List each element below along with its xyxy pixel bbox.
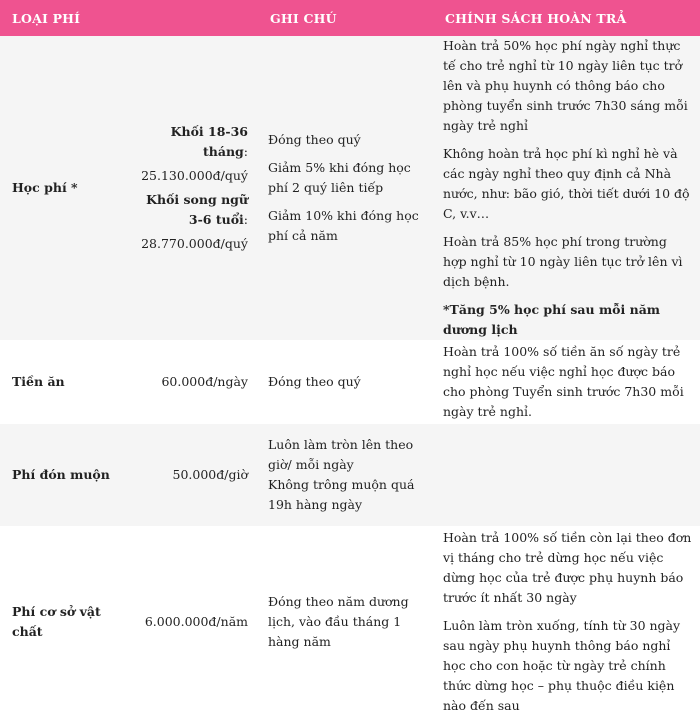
fee-note [258,341,433,423]
policy-line: Hoàn trả 85% học phí trong trường hợp nghỉ từ 10 ngày liên tục trở lên vì dịch bệnh. [443,234,683,289]
header-refund-policy: CHÍNH SÁCH HOÀN TRẢ [433,0,700,36]
table-header-row [0,0,700,36]
note-line: Đóng theo quý [268,374,361,389]
policy-line: *Tăng 5% học phí sau mỗi năm dương lịch [443,302,661,337]
grade-label: Khối 18-36 tháng [170,124,248,159]
grade-price: 28.770.000đ/quý [141,236,248,251]
note-line: Đóng theo năm dương lịch, vào đầu tháng 1 hàng năm [268,594,409,649]
fee-note [258,527,433,717]
fee-policy [433,36,700,341]
note-line: Đóng theo quý [268,132,361,147]
header-note: GHI CHÚ [258,0,433,36]
note-line: Không trông muộn quá 19h hàng ngày [268,477,415,512]
grade-label: Khối song ngữ 3-6 tuổi [146,192,248,227]
fee-amount: 50.000đ/giờ [127,423,258,527]
fee-note [258,423,433,527]
fee-policy [433,527,700,717]
note-line: Luôn làm tròn lên theo giờ/ mỗi ngày [268,437,414,472]
fee-amount: 60.000đ/ngày [161,374,248,389]
fee-name: Học phí * [0,36,127,341]
fee-note [258,36,433,341]
fee-amount: 6.000.000đ/năm [144,614,248,629]
fee-policy [433,341,700,423]
policy-line: Hoàn trả 100% số tiền còn lại theo đơn vị tháng cho trẻ dừng học nếu việc dừng học của trẻ được phụ huynh báo trước ít nhất 30 ngày [443,530,692,605]
note-line: Giảm 10% khi đóng học phí cả năm [268,208,419,243]
policy-line: Hoàn trả 50% học phí ngày nghỉ thực tế cho trẻ nghỉ từ 10 ngày liên tục trở lên và phụ huynh có thông báo cho phòng tuyển sinh trước 7h30 sáng mỗi ngày trẻ nghỉ [443,38,688,133]
fee-name: Tiền ăn [12,374,65,389]
policy-line: Luôn làm tròn xuống, tính từ 30 ngày sau ngày phụ huynh thông báo nghỉ học cho con hoặc từ ngày trẻ chính thức dừng học – phụ thuộc điều kiện nào đến sau [443,618,681,713]
header-fee-type: LOẠI PHÍ [0,0,127,36]
grade-colon: : [243,212,248,227]
fee-name: Phí đón muộn [0,423,127,527]
fee-policy [433,423,700,527]
policy-line: Không hoàn trả học phí kì nghỉ hè và các ngày nghỉ theo quy định cả Nhà nước, như: bão gió, thời tiết dưới 10 độ C, v.v… [443,146,690,221]
fee-amount [127,36,258,341]
header-amount [127,0,258,36]
table-row-tuition [0,36,700,341]
table-row-facilities [0,527,700,717]
table-row-meals [0,341,700,423]
policy-line: Hoàn trả 100% số tiền ăn số ngày trẻ nghỉ học nếu việc nghỉ học được báo cho phòng Tuyển sinh trước 7h30 mỗi ngày trẻ nghỉ. [443,344,684,419]
fee-name: Phí cơ sở vật chất [12,604,101,639]
note-line: Giảm 5% khi đóng học phí 2 quý liên tiếp [268,160,411,195]
grade-price: 25.130.000đ/quý [141,168,248,183]
table-row-late-pickup [0,423,700,527]
grade-colon: : [243,144,248,159]
